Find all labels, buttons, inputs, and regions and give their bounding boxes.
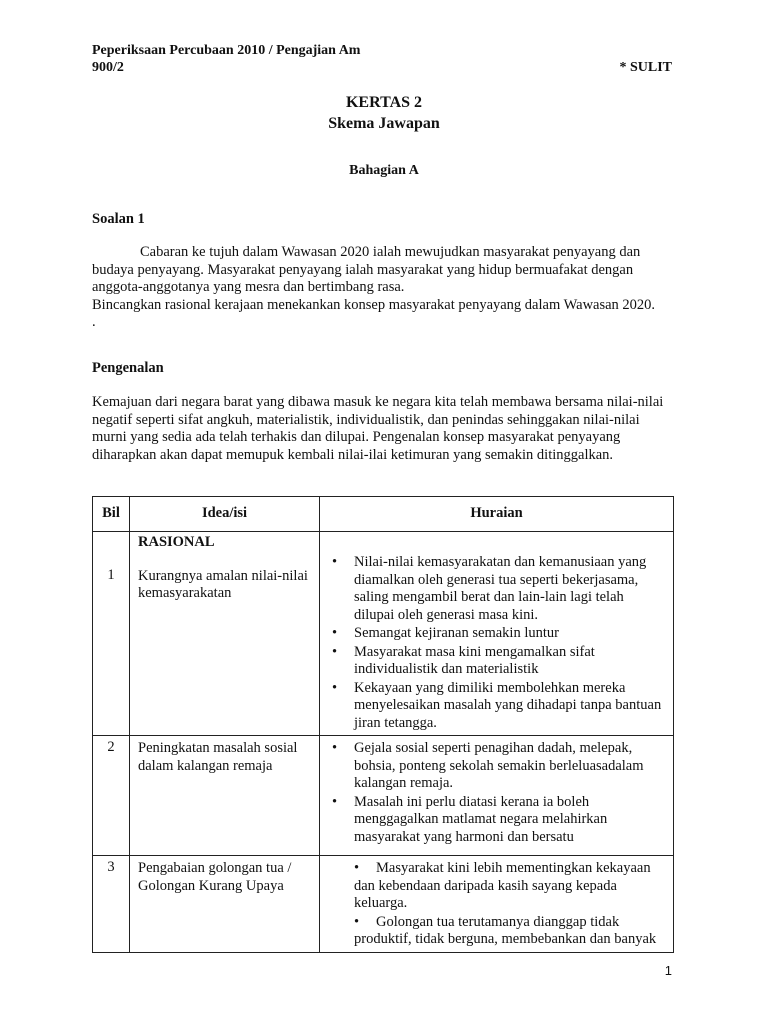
list-item: • Nilai-nilai kemasyarakatan dan kemanusiaan yang diamalkan oleh generasi tua seperti bekerjasama, saling mengambil berat dan lain-lain lagi telah dilupai oleh generasi masa kini.	[328, 554, 665, 624]
exam-title: Peperiksaan Percubaan 2010 / Pengajian Am	[92, 43, 361, 58]
row-idea	[130, 532, 320, 736]
list-item: • Masalah ini perlu diatasi kerana ia boleh menggagalkan matlamat negara melahirkan masyarakat yang harmoni dan bersatu	[328, 794, 665, 847]
row-huraian	[320, 532, 674, 736]
idea-text: Kurangnya amalan nilai-nilai kemasyarakatan	[138, 567, 308, 601]
row-huraian	[320, 736, 674, 856]
question-paragraph-2: Bincangkan rasional kerajaan menekankan konsep masyarakat penyayang dalam Wawasan 2020.	[92, 296, 656, 313]
list-item: • Gejala sosial seperti penagihan dadah, melepak, bohsia, ponteng sekolah semakin berleluasadalam kalangan remaja.	[328, 740, 665, 793]
row-idea: Peningkatan masalah sosial dalam kalangan remaja	[130, 736, 320, 856]
list-item: • Masyarakat kini lebih mementingkan kekayaan dan kebendaan daripada kasih sayang kepada keluarga.	[328, 860, 665, 913]
header-huraian: Huraian	[320, 497, 674, 532]
table-row	[93, 736, 674, 856]
intro-heading: Pengenalan	[92, 360, 164, 376]
answer-table	[92, 496, 674, 953]
table-header-row	[93, 497, 674, 532]
page-number: 1	[664, 963, 672, 978]
header-bil: Bil	[93, 497, 130, 532]
row-bil: 3	[93, 856, 130, 953]
confidential-label: * SULIT	[619, 60, 672, 75]
row-bil: 2	[93, 736, 130, 856]
list-item: • Kekayaan yang dimiliki membolehkan mereka menyelesaikan masalah yang dihadapi tanpa bantuan jiran tetangga.	[328, 680, 665, 733]
list-item: • Golongan tua terutamanya dianggap tidak produktif, tidak berguna, membebankan dan banyak	[328, 914, 665, 949]
paper-subtitle: Skema Jawapan	[328, 115, 440, 132]
list-item: • Semangat kejiranan semakin luntur	[328, 625, 665, 643]
intro-text: Kemajuan dari negara barat yang dibawa masuk ke negara kita telah membawa bersama nilai-nilai negatif seperti sifat angkuh, materialistik, individualistik, dan penindas sehinggakan nilai-nilai murni yang sedia ada telah terhakis dan dilupai. Pengenalan konsep masyarakat penyayang diharapkan akan dapat memupuk kembali nilai-ilai ketimuran yang semakin ditinggalkan.	[92, 394, 664, 463]
header-idea: Idea/isi	[130, 497, 320, 532]
row-bil: 1	[93, 532, 130, 736]
row-huraian	[320, 856, 674, 953]
paper-code: 900/2	[92, 60, 124, 75]
question-dot: .	[92, 314, 96, 330]
paper-title: KERTAS 2	[345, 94, 423, 111]
question-text	[92, 244, 676, 332]
question-paragraph-1: Cabaran ke tujuh dalam Wawasan 2020 ialah mewujudkan masyarakat penyayang dan budaya penyayang. Masyarakat penyayang ialah masyarakat yang hidup bermuafakat dengan anggota-anggotanya yang mesra dan bertimbang rasa.	[92, 244, 641, 295]
table-row	[93, 856, 674, 953]
table-row	[93, 532, 674, 736]
rasional-label: RASIONAL	[138, 534, 215, 550]
list-item: • Masyarakat masa kini mengamalkan sifat individualistik dan materialistik	[328, 644, 665, 679]
section-heading: Bahagian A	[349, 163, 419, 178]
question-label: Soalan 1	[92, 211, 145, 227]
row-idea: Pengabaian golongan tua / Golongan Kurang Upaya	[130, 856, 320, 953]
